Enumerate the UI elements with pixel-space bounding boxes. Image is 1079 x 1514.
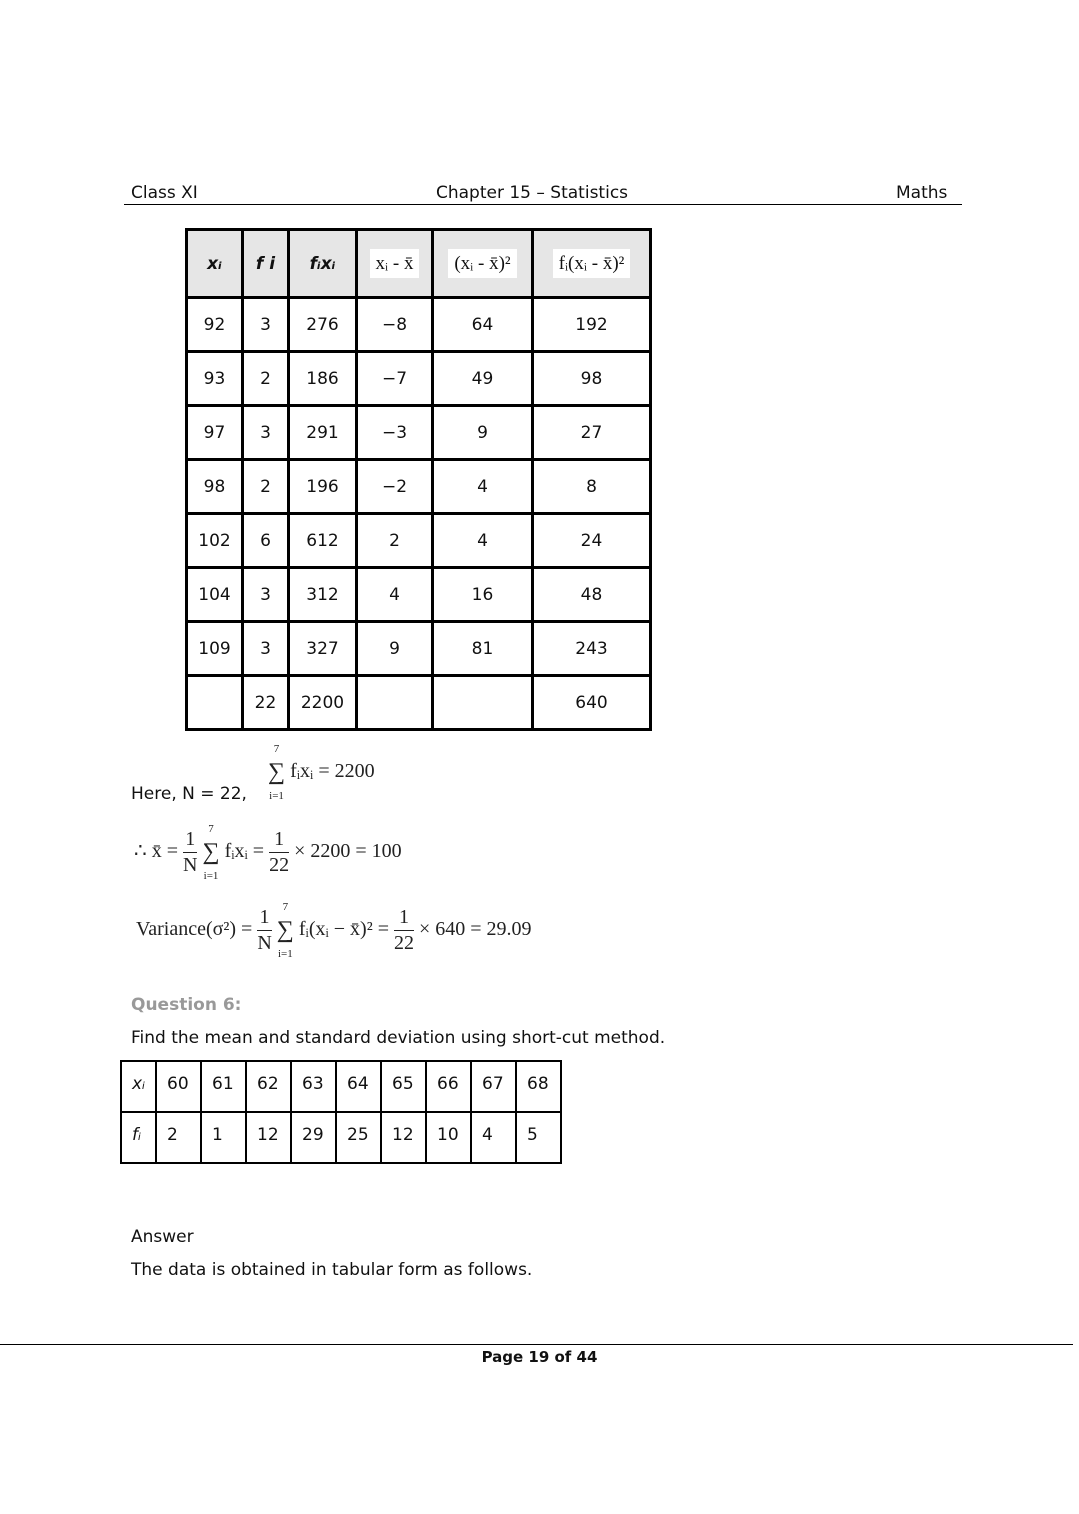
table-cell: 93	[187, 352, 243, 406]
table-row	[187, 352, 651, 406]
table-cell: 612	[289, 514, 357, 568]
table-cell: 66	[426, 1061, 471, 1112]
table-cell: 49	[433, 352, 533, 406]
table-cell: 9	[357, 622, 433, 676]
table-cell: 64	[336, 1061, 381, 1112]
table-cell: 3	[243, 406, 289, 460]
table-cell	[433, 676, 533, 730]
table-cell: 12	[246, 1112, 291, 1163]
table-cell: 16	[433, 568, 533, 622]
table-row	[121, 1061, 561, 1112]
frequency-table	[185, 228, 652, 731]
table-cell: 64	[433, 298, 533, 352]
table-cell: 67	[471, 1061, 516, 1112]
question-text: Find the mean and standard deviation using short-cut method.	[131, 1028, 666, 1048]
table-row	[187, 676, 651, 730]
answer-text: The data is obtained in tabular form as follows.	[131, 1260, 533, 1280]
header-cell: f i	[243, 230, 289, 298]
table-cell: 327	[289, 622, 357, 676]
table-cell: 98	[533, 352, 651, 406]
table-cell: 2	[243, 352, 289, 406]
fraction: $\frac{1}{N}$	[183, 828, 198, 876]
table-cell: −3	[357, 406, 433, 460]
table-cell: 65	[381, 1061, 426, 1112]
header-cell: fᵢxᵢ	[289, 230, 357, 298]
here-text: Here, N = 22,	[131, 784, 247, 804]
table-cell: 104	[187, 568, 243, 622]
table-header-row	[187, 230, 651, 298]
header-divider	[124, 204, 962, 205]
table-cell: 4	[433, 460, 533, 514]
table-cell: 2	[156, 1112, 201, 1163]
table-cell: 81	[433, 622, 533, 676]
table-cell: 98	[187, 460, 243, 514]
table-cell: 29	[291, 1112, 336, 1163]
answer-label: Answer	[131, 1227, 194, 1247]
fraction: $\frac{1}{22}$	[269, 828, 290, 876]
table-cell: 102	[187, 514, 243, 568]
header-cell: xᵢ - x̄	[357, 230, 433, 298]
table-cell: 27	[533, 406, 651, 460]
page-number: Page 19 of 44	[481, 1348, 598, 1366]
table-cell: 6	[243, 514, 289, 568]
table-cell: 92	[187, 298, 243, 352]
table-cell: xᵢ	[121, 1061, 156, 1112]
question-label: Question 6:	[131, 995, 242, 1015]
table-cell: 3	[243, 568, 289, 622]
table-cell: 196	[289, 460, 357, 514]
table-cell: 10	[426, 1112, 471, 1163]
table-cell: 1	[201, 1112, 246, 1163]
table-cell: −7	[357, 352, 433, 406]
table-cell: 61	[201, 1061, 246, 1112]
variance-equation: Variance(σ²) = $\frac{1}{N}$ 7 ∑ i=1 fᵢ(xᵢ − x̄)² = $\frac{1}{22}$ × 640 = 29.09	[136, 901, 532, 960]
header-class: Class XI	[131, 183, 198, 203]
table-cell: 291	[289, 406, 357, 460]
table-row	[121, 1112, 561, 1163]
table-cell: 8	[533, 460, 651, 514]
fraction: $\frac{1}{N}$	[257, 906, 272, 954]
question-data-table	[120, 1060, 562, 1164]
table-cell: 9	[433, 406, 533, 460]
table-cell: 312	[289, 568, 357, 622]
table-cell: 2	[357, 514, 433, 568]
fraction: $\frac{1}{22}$	[393, 906, 414, 954]
table-row	[187, 514, 651, 568]
table-cell: 62	[246, 1061, 291, 1112]
table-cell: 24	[533, 514, 651, 568]
sum-equation: 7 ∑ i=1 fᵢxᵢ = 2200	[268, 743, 375, 802]
table-cell: 68	[516, 1061, 561, 1112]
table-cell: 3	[243, 298, 289, 352]
table-cell: 2200	[289, 676, 357, 730]
table-cell: −8	[357, 298, 433, 352]
table-cell: 97	[187, 406, 243, 460]
table-row	[187, 622, 651, 676]
header-cell: fᵢ(xᵢ - x̄)²	[533, 230, 651, 298]
footer-divider	[0, 1344, 1073, 1345]
table-row	[187, 460, 651, 514]
table-cell: 109	[187, 622, 243, 676]
header-subject: Maths	[896, 183, 948, 203]
sigma-block: 7 ∑ i=1	[276, 901, 294, 960]
table-cell	[357, 676, 433, 730]
table-cell: 186	[289, 352, 357, 406]
table-cell: 60	[156, 1061, 201, 1112]
table-cell: 48	[533, 568, 651, 622]
table-cell: 22	[243, 676, 289, 730]
sigma-block: 7 ∑ i=1	[202, 823, 220, 882]
mean-equation: ∴ x̄ = $\frac{1}{N}$ 7 ∑ i=1 fᵢxᵢ = $\frac{1}{22}$ × 2200 = 100	[134, 823, 402, 882]
table-row	[187, 406, 651, 460]
header-cell: (xᵢ - x̄)²	[433, 230, 533, 298]
table-cell: 25	[336, 1112, 381, 1163]
table-cell: 12	[381, 1112, 426, 1163]
table-cell: 5	[516, 1112, 561, 1163]
table-cell: 276	[289, 298, 357, 352]
table-cell: 4	[433, 514, 533, 568]
header-cell: xᵢ	[187, 230, 243, 298]
table-cell: 4	[471, 1112, 516, 1163]
table-cell: 243	[533, 622, 651, 676]
table-cell: 640	[533, 676, 651, 730]
table-cell: fᵢ	[121, 1112, 156, 1163]
table-cell: 2	[243, 460, 289, 514]
table-row	[187, 298, 651, 352]
table-cell: 3	[243, 622, 289, 676]
table-cell: −2	[357, 460, 433, 514]
header-chapter: Chapter 15 – Statistics	[436, 183, 629, 203]
table-row	[187, 568, 651, 622]
table-cell: 192	[533, 298, 651, 352]
table-cell: 63	[291, 1061, 336, 1112]
sigma-block: 7 ∑ i=1	[268, 743, 286, 802]
table-cell	[187, 676, 243, 730]
table-cell: 4	[357, 568, 433, 622]
